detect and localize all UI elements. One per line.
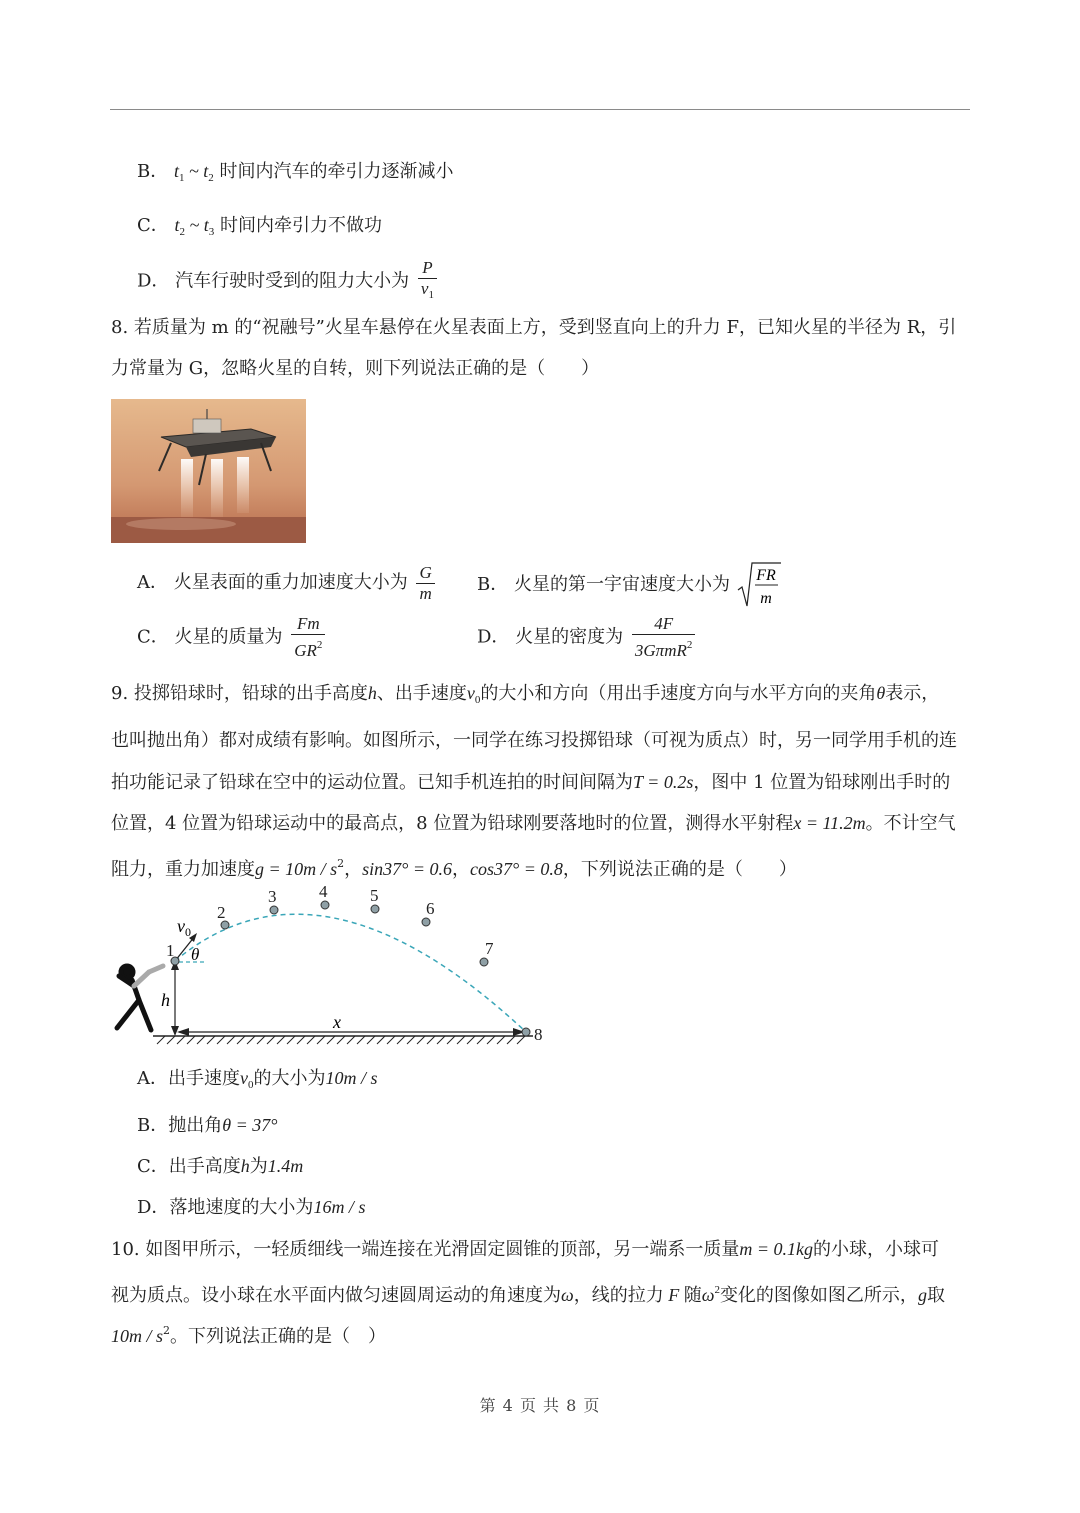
q8-option-d[interactable]: D． 火星的密度为 $\frac{4F}{3G\pi mR^2}$ — [477, 614, 698, 661]
svg-text:1: 1 — [166, 941, 175, 960]
svg-text:FR: FR — [755, 567, 776, 584]
svg-text:3: 3 — [268, 887, 277, 906]
fraction-density: $\frac{4F}{3G\pi mR^2}$ — [632, 614, 695, 661]
q9-stem-line5: 阻力，重力加速度$g = 10m / s^2$，sin37° = 0.6，cos37° = 0.8，下列说法正确的是（ ） — [111, 857, 797, 880]
q7-option-d[interactable]: D． 汽车行驶时受到的阻力大小为 $\frac{P}{v_1}$ — [137, 258, 440, 305]
ball-position-8 — [522, 1028, 530, 1036]
q9-stem-line1: 9. 投掷铅球时，铅球的出手高度h、出手速度$v_0$的大小和方向（用出手速度方向与水平方向的夹角θ表示， — [111, 683, 940, 706]
ball-position-5 — [371, 905, 379, 913]
q9-stem-line2: 也叫抛出角）都对成绩有影响。如图所示，一同学在练习投掷铅球（可视为质点）时，另一同学用手机的连 — [111, 730, 957, 751]
q7-option-c[interactable]: C． $t_2$ ~ $t_3$ 时间内牵引力不做功 — [137, 215, 383, 238]
q8-option-c[interactable]: C． 火星的质量为 $\frac{Fm}{GR^2}$ — [137, 614, 328, 661]
svg-text:6: 6 — [426, 899, 435, 918]
ball-position-6 — [422, 918, 430, 926]
q9-option-d[interactable]: D．落地速度的大小为16m / s — [137, 1197, 366, 1218]
page-footer: 第 4 页 共 8 页 — [479, 1396, 601, 1415]
fraction-p-over-v1: $\frac{P}{v_1}$ — [418, 258, 437, 305]
q9-option-c[interactable]: C．出手高度h为1.4m — [137, 1156, 304, 1177]
svg-text:v0: $v_0$ — [177, 916, 191, 939]
svg-text:m: m — [759, 590, 772, 607]
shot-put-diagram — [105, 880, 555, 1060]
svg-text:2: 2 — [217, 903, 226, 922]
q9-option-a[interactable]: A．出手速度$v_0$的大小为10m / s — [137, 1068, 378, 1091]
q10-stem-line1: 10. 如图甲所示，一轻质细线一端连接在光滑固定圆锥的顶部，另一端系一质量m = 0.1kg的小球，小球可 — [111, 1239, 939, 1260]
q8-option-a[interactable]: A． 火星表面的重力加速度大小为 $\frac{G}{m}$ — [137, 560, 438, 606]
q9-option-b[interactable]: B．抛出角θ = 37° — [137, 1115, 278, 1136]
q10-stem-line2: 视为质点。设小球在水平面内做匀速圆周运动的角速度为ω，线的拉力 F 随$\omega^2$变化的图像如图乙所示，g取 — [111, 1284, 945, 1306]
ball-position-7 — [480, 958, 488, 966]
q7-option-b[interactable]: B． $t_1$ ~ $t_2$ 时间内汽车的牵引力逐渐减小 — [137, 161, 454, 184]
svg-text:4: 4 — [319, 882, 328, 901]
header-rule — [110, 109, 970, 110]
svg-text:7: 7 — [485, 939, 494, 958]
fraction-g-over-m: $\frac{G}{m}$ — [416, 563, 434, 604]
fraction-fm-over-gr2: $\frac{Fm}{GR^2}$ — [291, 614, 325, 661]
svg-text:x: x — [333, 1012, 341, 1032]
sqrt-fr-over-m — [736, 560, 782, 610]
svg-text:θ: θ — [191, 945, 200, 964]
svg-text:h: h — [161, 990, 170, 1010]
ball-position-3 — [270, 906, 278, 914]
mars-lander-photo — [111, 399, 306, 543]
q9-stem-line4: 位置，4 位置为铅球运动中的最高点，8 位置为铅球刚要落地时的位置，测得水平射程x = 11.2m。不计空气 — [111, 813, 956, 834]
q8-stem-line2: 力常量为 G，忽略火星的自转，则下列说法正确的是（ ） — [111, 358, 600, 379]
svg-text:8: 8 — [534, 1025, 543, 1044]
q8-option-b[interactable]: B． 火星的第一宇宙速度大小为 FR m — [477, 560, 782, 610]
ball-position-4 — [321, 901, 329, 909]
q8-stem-line1: 8. 若质量为 m 的“祝融号”火星车悬停在火星表面上方，受到竖直向上的升力 F，已知火星的半径为 R，引 — [111, 317, 957, 338]
q9-stem-line3: 拍功能记录了铅球在空中的运动位置。已知手机连拍的时间间隔为T = 0.2s，图中 1 位置为铅球刚出手时的 — [111, 772, 951, 793]
svg-text:5: 5 — [370, 886, 379, 905]
ball-position-2 — [221, 921, 229, 929]
q10-stem-line3: $10m / s^2$。下列说法正确的是（ ） — [111, 1324, 387, 1347]
